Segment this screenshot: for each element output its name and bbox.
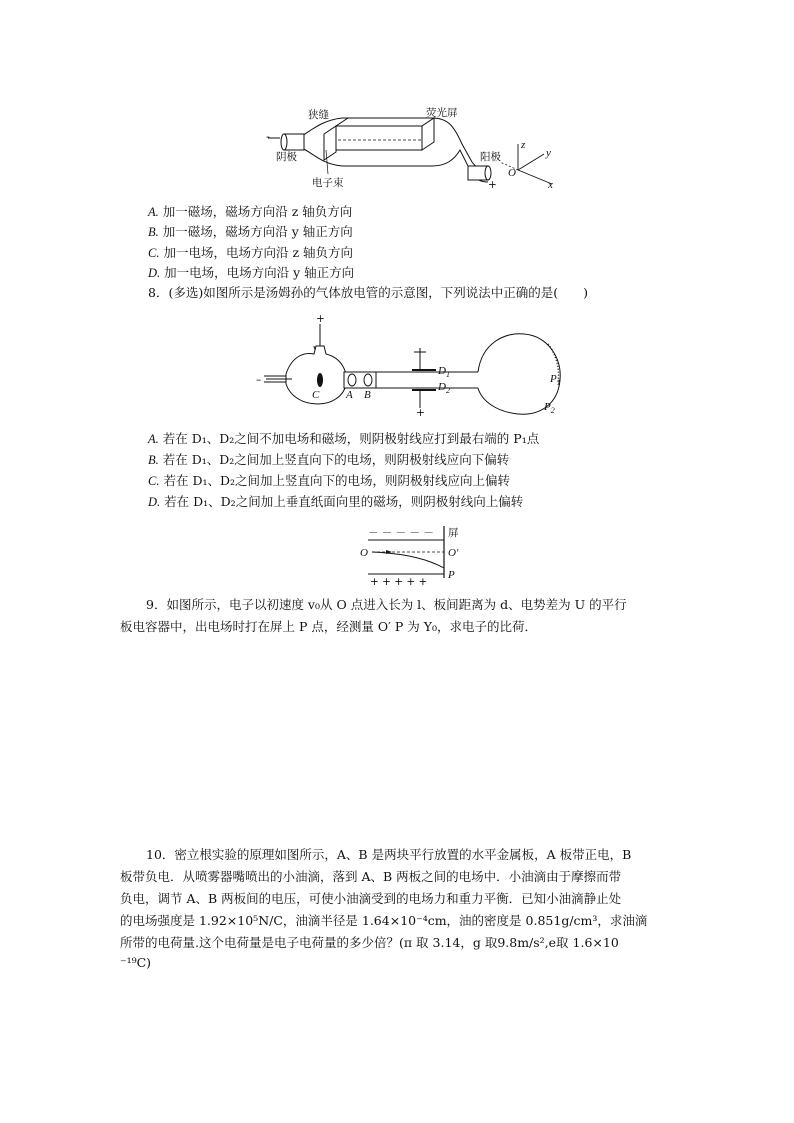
cathode-label: 阴极 <box>276 151 297 163</box>
label-b: B <box>364 389 371 401</box>
q10-line-5: 所带的电荷量.这个电荷量是电子电荷量的多少倍？(π 取 3.14，g 取9.8m/s²,e取 1.6×10 <box>120 935 619 950</box>
bottom-plus: + <box>416 407 425 418</box>
q7-option-d: D. 加一电场，电场方向沿 y 轴正方向 <box>148 265 355 280</box>
label-d2: $D_2$ <box>438 381 450 395</box>
label-p1: $P_1$ <box>550 373 561 387</box>
q10-line-2: 板带负电．从喷雾器嘴喷出的小油滴，落到 A、B 两板之间的电场中．小油滴由于摩擦而带 <box>120 869 622 884</box>
q10-line-3: 负电，调节 A、B 两板间的电压，可使小油滴受到的电场力和重力平衡．已知小油滴静止处 <box>120 891 622 906</box>
q8-option-d: D. 若在 D₁、D₂之间加上垂直纸面向里的磁场，则阴极射线向上偏转 <box>148 494 524 509</box>
q8-option-b: B. 若在 D₁、D₂之间加上竖直向下的电场，则阴极射线应向下偏转 <box>148 452 510 467</box>
label-a: A <box>346 389 353 401</box>
origin-label: O <box>508 167 516 179</box>
slit-label: 狭缝 <box>308 109 329 121</box>
q8-stem: 8．(多选)如图所示是汤姆孙的气体放电管的示意图，下列说法中正确的是( ) <box>148 285 588 300</box>
q10-line-6: ⁻¹⁹C) <box>120 955 152 970</box>
cathode-minus: - <box>266 131 270 143</box>
anode-label: 阳极 <box>480 151 501 163</box>
axis-x-label: x <box>548 179 553 191</box>
screen-label: 屏 <box>448 527 459 539</box>
beam-label: 电子束 <box>312 177 344 189</box>
anode-plus: + <box>488 179 497 191</box>
left-minus: – <box>256 374 262 386</box>
cathode-ray-tube-figure <box>262 104 562 192</box>
top-plus: + <box>316 313 325 325</box>
label-d1: $D_1$ <box>438 365 450 379</box>
q8-option-a: A. 若在 D₁、D₂之间不加电场和磁场，则阴极射线应打到最右端的 P₁点 <box>148 431 540 446</box>
axis-y-label: y <box>546 147 551 159</box>
label-p: P <box>448 569 455 581</box>
q8-option-c: C. 若在 D₁、D₂之间加上竖直向下的电场，则阴极射线应向上偏转 <box>148 473 511 488</box>
capacitor-figure <box>356 522 476 586</box>
q7-option-a: A. 加一磁场，磁场方向沿 z 轴负方向 <box>148 204 353 219</box>
axis-z-label: z <box>521 139 526 151</box>
q9-line-2: 板电容器中，出电场时打在屏上 P 点，经测量 O′ P 为 Y₀，求电子的比荷． <box>120 619 538 634</box>
thomson-tube-figure <box>256 312 566 418</box>
q10-line-4: 的电场强度是 1.92×10⁵N/C，油滴半径是 1.64×10⁻⁴cm，油的密度是 0.851g/cm³，求油滴 <box>120 913 648 928</box>
label-o-prime: O′ <box>448 547 459 559</box>
label-o: O <box>360 547 368 559</box>
q7-option-b: B. 加一磁场，磁场方向沿 y 轴正方向 <box>148 224 353 239</box>
positive-plate-charges: + + + + + <box>370 576 428 586</box>
q9-line-1: 9．如图所示，电子以初速度 v₀从 O 点进入长为 l、板间距离为 d、电势差为 U 的平行 <box>146 597 627 612</box>
screen-label: 荧光屏 <box>426 107 458 119</box>
negative-plate-charges: － － － － － <box>368 527 434 539</box>
q10-line-1: 10．密立根实验的原理如图所示，A、B 是两块平行放置的水平金属板，A 板带正电，B <box>146 847 632 862</box>
q7-option-c: C. 加一电场，电场方向沿 z 轴负方向 <box>148 245 354 260</box>
label-c: C <box>312 389 320 401</box>
label-p2: $P_2$ <box>544 401 555 415</box>
